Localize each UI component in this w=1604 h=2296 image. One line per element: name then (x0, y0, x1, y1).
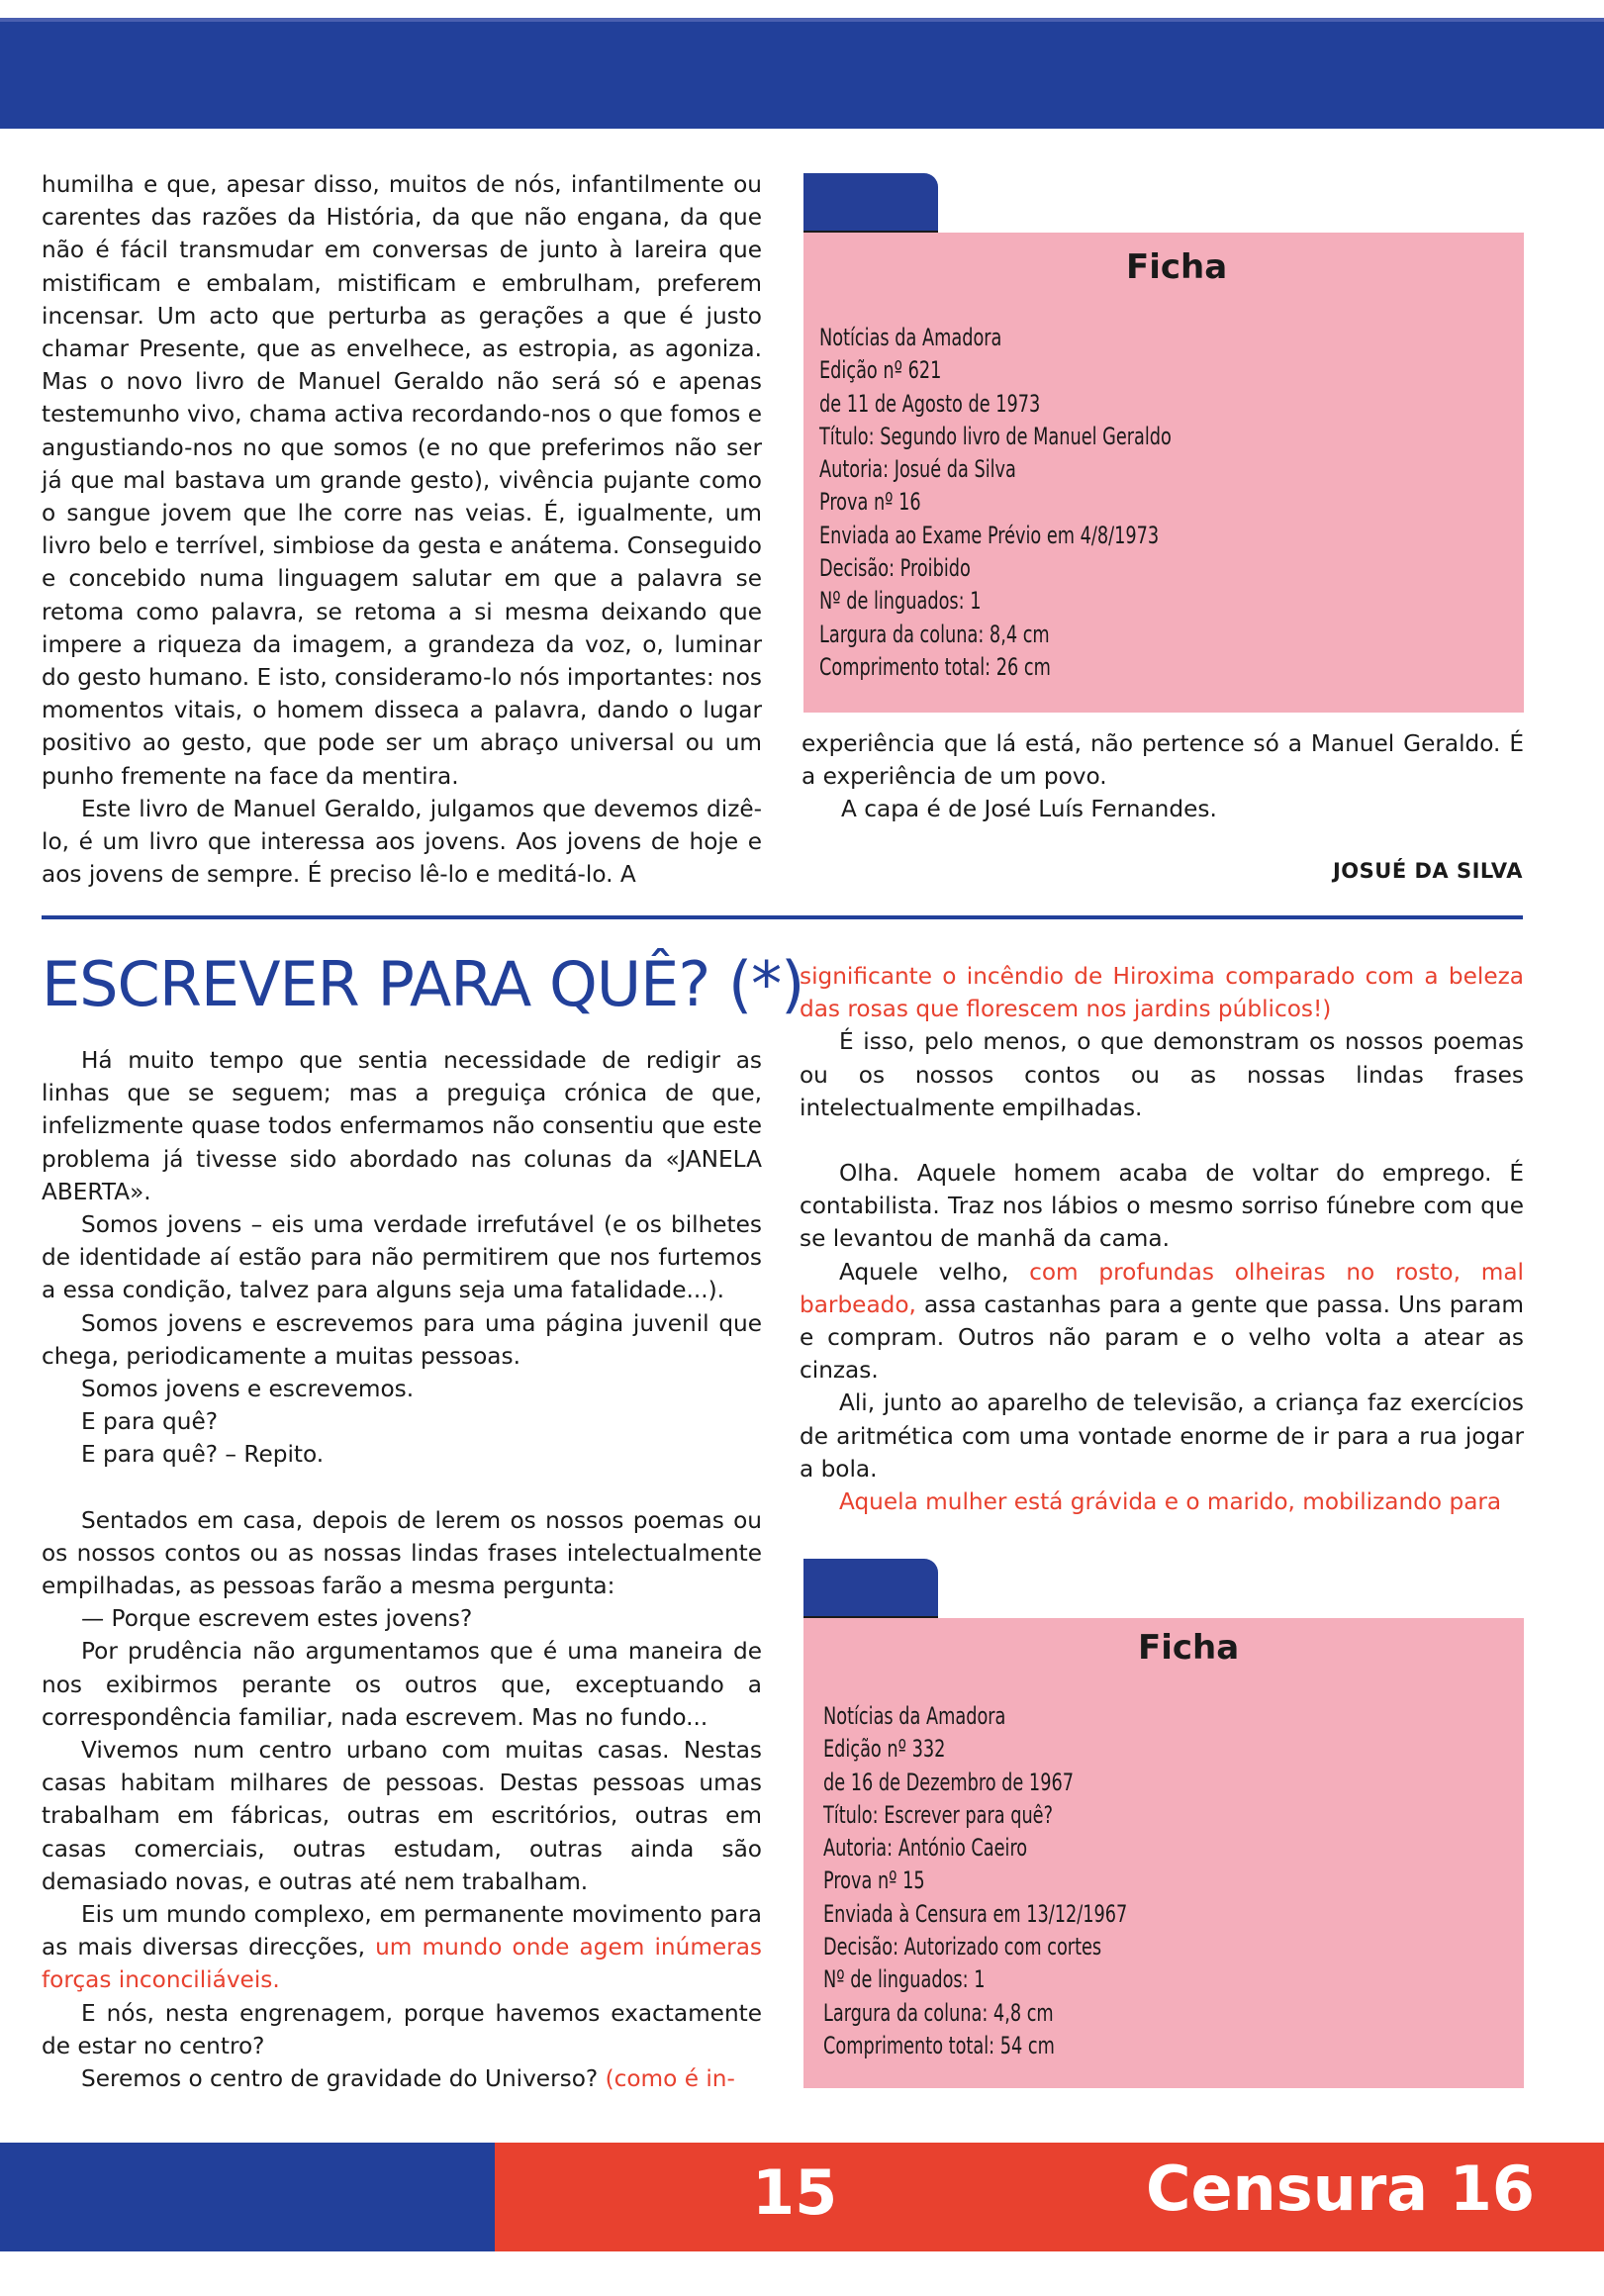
article1-left-column (42, 168, 762, 891)
ficha-line: Autoria: António Caeiro (823, 1834, 1028, 1863)
article2-right-column (800, 960, 1524, 1518)
ficha-line: Prova nº 16 (819, 488, 921, 517)
ficha-line: Decisão: Autorizado com cortes (823, 1933, 1102, 1961)
plain-text: Eis um mundo complexo, em permanente movimento para as mais diversas direcções, (42, 1901, 762, 1961)
article2-paragraph: Ali, junto ao aparelho de televisão, a criança faz exercícios de aritmética com uma vontade enorme de ir para a rua jogar a bola. (800, 1389, 1524, 1483)
ficha-line: Edição nº 332 (823, 1735, 946, 1764)
ficha-line: Nº de linguados: 1 (819, 587, 982, 616)
article2-paragraph: Somos jovens – eis uma verdade irrefutável (e os bilhetes de identidade aí estão para não permitirem que nos furtemos a essa condição, talvez para alguns seja uma fatalidade...). (42, 1211, 762, 1304)
ficha-lines (823, 1700, 1127, 2062)
article2-paragraph: E nós, nesta engrenagem, porque havemos exactamente de estar no centro? (42, 1999, 762, 2059)
article2-paragraph: E para quê? – Repito. (81, 1441, 325, 1469)
article1-paragraph: Este livro de Manuel Geraldo, julgamos que devemos dizê-lo, é um livro que interessa aos jovens. Aos jovens de hoje e aos jovens de sempre. É preciso lê-lo e meditá-lo. A (42, 795, 762, 889)
ficha-line: Autoria: Josué da Silva (819, 455, 1016, 484)
censored-text: Aquela mulher está grávida e o marido, mobilizando para (839, 1488, 1502, 1516)
ficha-line: Edição nº 621 (819, 356, 942, 385)
article1-paragraph: humilha e que, apesar disso, muitos de nós, infantilmente ou carentes das razões da História, da que não engana, da que não é fácil transmudar em conversas de junto à lareira que mistificam e embalam, mistificam e embrulham, preferem incensar. Um acto que perturba as gerações a que é justo chamar Presente, que as envelhece, as estropia, as agoniza. Mas o novo livro de Manuel Geraldo não será só e apenas testemunho vivo, chama activa recordando-nos o que fomos e angustiando-nos no que somos (e no que preferimos não ser já que mal bastava um grande gesto), vivência pujante como o sangue jovem que lhe corre nas veias. É, igualmente, um livro belo e terrível, simbiose da gesta e anátema. Conseguido e concebido numa linguagem salutar em que a palavra se retoma como palavra, se retoma a si mesma deixando que impere a riqueza da imagem, a grandeza da voz, o, luminar do gesto humano. E isto, consideramo-lo nós importantes: nos momentos vitais, o homem disseca a palavra, dando o lugar positivo ao gesto, que pode ser um abraço universal ou um punho fremente na face da mentira. (42, 171, 762, 790)
article2-paragraph: Somos jovens e escrevemos para uma página juvenil que chega, periodicamente a muitas pessoas. (42, 1309, 762, 1370)
bottom-margin (0, 2272, 1604, 2282)
censored-text: (como é in- (605, 2065, 735, 2093)
article2-paragraph (800, 1256, 1524, 1387)
article2-paragraph: Há muito tempo que sentia necessidade de redigir as linhas que se seguem; mas a preguiça crónica de que, infelizmente quase todos enfermamos não consentiu que este problema já tivesse sido abordado nas colunas da «JANELA ABERTA». (42, 1047, 762, 1205)
censored-text: significante o incêndio de Hiroxima comparado com a beleza das rosas que florescem nos jardins públicos!) (800, 963, 1524, 1023)
top-banner-band (0, 22, 1604, 129)
article2-paragraph (42, 1898, 762, 1997)
article2-left-column (42, 1044, 762, 2095)
paragraph-gap (800, 1124, 1524, 1157)
footer-bar (0, 2143, 1604, 2251)
article2-paragraph: Vivemos num centro urbano com muitas casas. Nestas casas habitam milhares de pessoas. Destas pessoas umas trabalham em fábricas, outras em escritórios, outras em casas comerciais, outras estudam, outras ainda são demasiado novas, e outras até nem trabalham. (42, 1737, 762, 1895)
ficha-line: Decisão: Proibido (819, 554, 971, 583)
plain-text: Aquele velho, (839, 1258, 1030, 1286)
ficha-line: Comprimento total: 26 cm (819, 652, 1051, 681)
ficha-line: Notícias da Amadora (819, 324, 1002, 351)
top-banner (0, 0, 1604, 129)
plain-text: assa castanhas para a gente que passa. Uns param e compram. Outros não param e o velho volta a atear as cinzas. (800, 1291, 1524, 1385)
article2-paragraph: Olha. Aquele homem acaba de voltar do emprego. É contabilista. Traz nos lábios o mesmo sorriso fúnebre com que se levantou de manhã da cama. (800, 1160, 1524, 1253)
ficha-box-1 (803, 173, 1524, 713)
paragraph-gap (42, 1472, 762, 1504)
author-signature: JOSUÉ DA SILVA (1332, 859, 1523, 883)
page-number: 15 (752, 2156, 838, 2229)
ficha-box-2 (803, 1559, 1524, 2088)
ficha-line: Largura da coluna: 4,8 cm (823, 1998, 1054, 2027)
article2-headline: ESCREVER PARA QUÊ? (*) (42, 948, 804, 1020)
ficha-line: Notícias da Amadora (823, 1702, 1006, 1730)
ficha-title: Ficha (1138, 1628, 1240, 1668)
plain-text: Seremos o centro de gravidade do Universo? (81, 2065, 606, 2093)
ficha-line: de 16 de Dezembro de 1967 (823, 1768, 1074, 1796)
ficha-line: Enviada ao Exame Prévio em 4/8/1973 (819, 521, 1160, 549)
article1-paragraph: experiência que lá está, não pertence só a Manuel Geraldo. É a experiência de um povo. (802, 730, 1524, 791)
ficha-line: Enviada à Censura em 13/12/1967 (823, 1899, 1128, 1928)
ficha-line: Prova nº 15 (823, 1866, 925, 1895)
article2-paragraph: Somos jovens e escrevemos. (81, 1376, 415, 1403)
article1-right-column (802, 727, 1524, 826)
censored-text: com profundas olheiras no rosto, mal barbeado, (800, 1258, 1524, 1318)
magazine-title: Censura 16 (1146, 2152, 1536, 2225)
ficha-line: Título: Escrever para quê? (823, 1800, 1053, 1829)
censored-text: um mundo onde agem inúmeras forças inconciliáveis. (42, 1934, 762, 1994)
ficha-title: Ficha (1126, 247, 1228, 287)
ficha-line: Título: Segundo livro de Manuel Geraldo (819, 422, 1172, 450)
article1-paragraph: A capa é de José Luís Fernandes. (841, 796, 1217, 823)
article2-paragraph: Por prudência não argumentamos que é uma maneira de nos exibirmos perante os outros que, exceptuando a correspondência familiar, nada escrevem. Mas no fundo... (42, 1638, 762, 1731)
article2-paragraph: — Porque escrevem estes jovens? (81, 1605, 473, 1633)
section-divider (42, 915, 1523, 919)
ficha-line: Largura da coluna: 8,4 cm (819, 620, 1050, 648)
ficha-line: Comprimento total: 54 cm (823, 2031, 1055, 2059)
article2-paragraph: É isso, pelo menos, o que demonstram os nossos poemas ou os nossos contos ou as nossas lindas frases intelectualmente empilhadas. (800, 1028, 1524, 1121)
article2-paragraph (42, 2062, 762, 2095)
ficha-line: Nº de linguados: 1 (823, 1965, 986, 1994)
ficha-lines (819, 322, 1172, 684)
ficha-line: de 11 de Agosto de 1973 (819, 389, 1041, 418)
footer-blue-band (0, 2143, 495, 2251)
article2-paragraph: E para quê? (81, 1408, 219, 1436)
article2-paragraph: Sentados em casa, depois de lerem os nossos poemas ou os nossos contos ou as nossas lindas frases intelectualmente empilhadas, as pessoas farão a mesma pergunta: (42, 1506, 762, 1600)
